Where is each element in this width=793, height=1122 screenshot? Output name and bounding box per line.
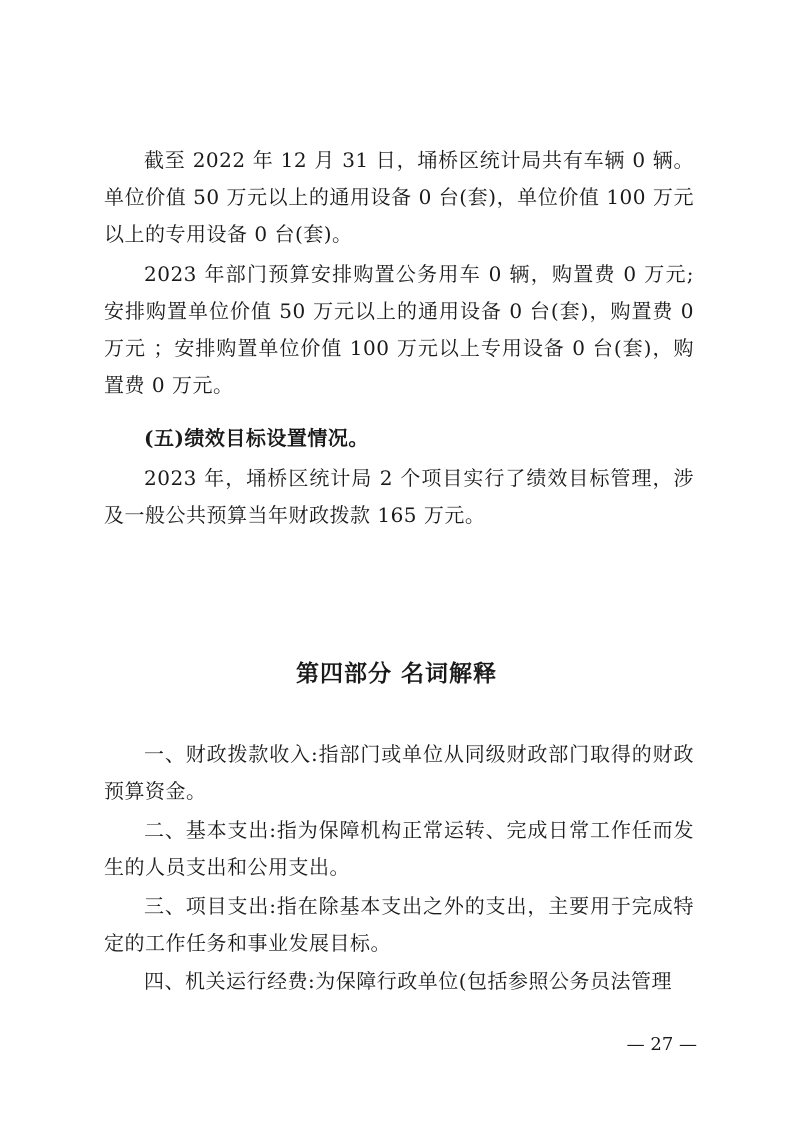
performance-heading: (五)绩效目标设置情况。 — [144, 426, 369, 450]
term-project-expenditure: 三、项目支出:指在除基本支出之外的支出，主要用于完成特定的工作任务和事业发展目标。 — [104, 894, 694, 955]
part-four-title: 第四部分 名词解释 — [295, 661, 497, 687]
vehicle-count-paragraph: 截至 2022 年 12 月 31 日，埇桥区统计局共有车辆 0 辆。单位价值 50 万元以上的通用设备 0 台(套)，单位价值 100 万元以上的专用设备 0 台(套)。 — [104, 148, 694, 246]
page-number: — 27 — — [626, 1034, 697, 1055]
term-operating-expense: 四、机关运行经费:为保障行政单位(包括参照公务员法管理 — [144, 969, 673, 993]
term-fiscal-appropriation: 一、财政拨款收入:指部门或单位从同级财政部门取得的财政预算资金。 — [104, 742, 694, 803]
performance-paragraph: 2023 年，埇桥区统计局 2 个项目实行了绩效目标管理，涉及一般公共预算当年财政拨款 165 万元。 — [104, 466, 694, 527]
budget-purchase-paragraph: 2023 年部门预算安排购置公务用车 0 辆，购置费 0 万元;安排购置单位价值 50 万元以上的通用设备 0 台(套)，购置费 0 万元 ；安排购置单位价值 100 万元以上专用设备 0 台(套)，购置费 0 万元。 — [104, 262, 694, 397]
term-basic-expenditure: 二、基本支出:指为保障机构正常运转、完成日常工作任而发生的人员支出和公用支出。 — [104, 818, 694, 879]
